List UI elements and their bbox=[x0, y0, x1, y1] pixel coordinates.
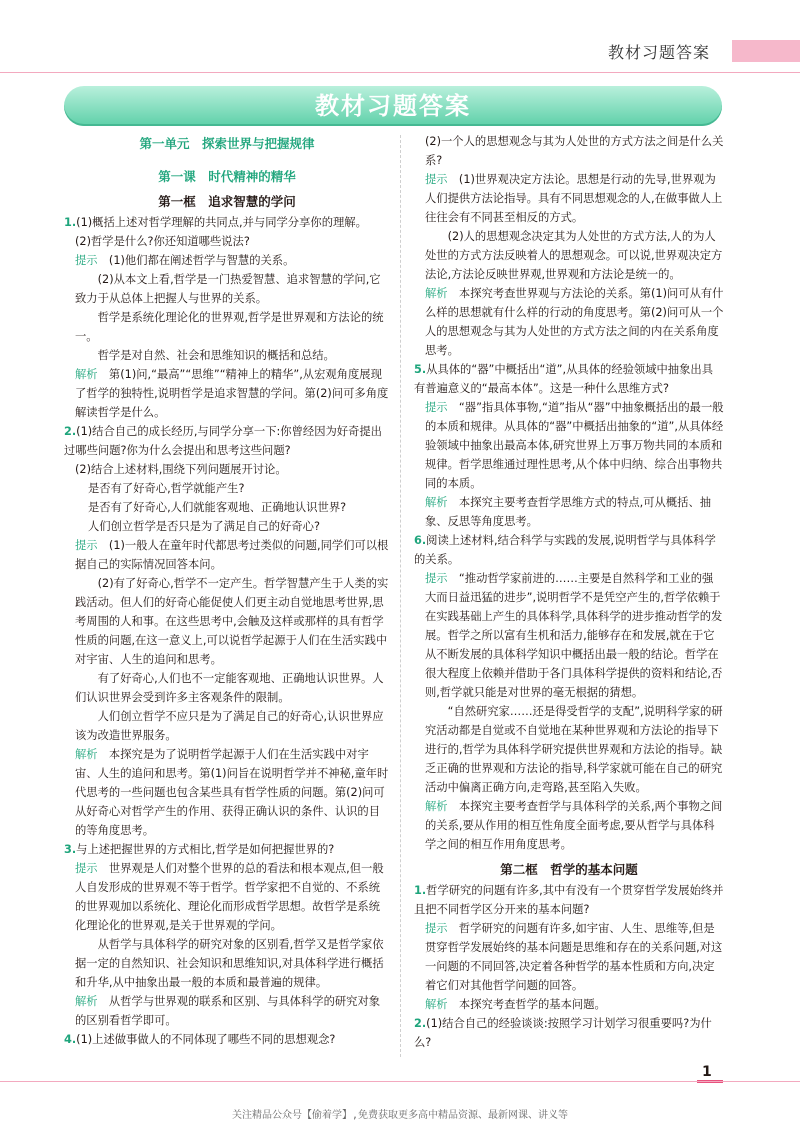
question-text: (2)结合上述材料,围绕下列问题展开讨论。 bbox=[75, 463, 287, 476]
hint-label: 提示 bbox=[75, 862, 98, 875]
hint bbox=[414, 398, 724, 493]
hint-label: 提示 bbox=[75, 539, 98, 552]
analysis-label: 解析 bbox=[75, 748, 98, 761]
question-text: 是否有了好奇心,人们就能客观地、正确地认识世界? bbox=[88, 501, 347, 514]
header-divider bbox=[0, 72, 800, 73]
analysis-text: 本探究主要考查哲学与具体科学的关系,两个事物之间的关系,要从作用的相互性角度全面考虑,要从哲学与具体科学之间的相互作用角度思考。 bbox=[425, 800, 723, 851]
hint-text: “器”指具体事物,“道”指从“器”中抽象概括出的最一般的本质和规律。从具体的“器”中概括出抽象的“道”,从具体经验领域中抽象出最高本体,研究世界上万事万物共同的本质和规律。哲学思维通过理性思考,从个体中归纳、综合出事物共同的本质。 bbox=[425, 401, 724, 490]
hint bbox=[64, 536, 390, 574]
question-number: 1. bbox=[64, 216, 77, 229]
right-column bbox=[414, 132, 724, 1052]
analysis-text: 第(1)问,“最高”“思维”“精神上的精华”,从宏观角度展现了哲学的独特性,说明哲学是追求智慧的学问。第(2)问可多角度解读哲学是什么。 bbox=[75, 368, 389, 419]
question-4 bbox=[64, 1030, 390, 1049]
analysis bbox=[64, 365, 390, 422]
left-column bbox=[64, 132, 390, 1049]
hint-text: (1)他们都在阐述哲学与智慧的关系。 bbox=[108, 254, 295, 267]
question-3 bbox=[64, 840, 390, 859]
page-number: 1 bbox=[702, 1064, 712, 1080]
hint-text: (2)从本文上看,哲学是一门热爱智慧、追求智慧的学问,它致力于从总体上把握人与世界的关系。 bbox=[75, 273, 381, 305]
question-text: (1)概括上述对哲学理解的共同点,并与同学分享你的理解。 bbox=[76, 216, 367, 229]
question-number: 5. bbox=[414, 363, 427, 376]
hint-text: (2)人的思想观念决定其为人处世的方式方法,人的为人处世的方式方法反映着人的思想观念。可以说,世界观决定方法论,方法论反映世界观,世界观和方法论是统一的。 bbox=[425, 230, 723, 281]
question-text: 与上述把握世界的方式相比,哲学是如何把握世界的? bbox=[76, 843, 335, 856]
analysis bbox=[414, 284, 724, 360]
hint-label: 提示 bbox=[75, 254, 98, 267]
question-number: 1. bbox=[414, 884, 427, 897]
analysis bbox=[64, 745, 390, 840]
analysis bbox=[414, 493, 724, 531]
question-text: 哲学研究的问题有许多,其中有没有一个贯穿哲学发展始终并且把不同哲学区分开来的基本问题? bbox=[414, 884, 724, 916]
question-text: (1)上述做事做人的不同体现了哪些不同的思想观念? bbox=[76, 1033, 336, 1046]
column-divider bbox=[400, 135, 401, 1057]
question-5 bbox=[414, 360, 724, 398]
hint-label: 提示 bbox=[425, 401, 448, 414]
question-text: 从具体的“器”中概括出“道”,从具体的经验领域中抽象出具有普遍意义的“最高本体”。这是一种什么思维方式? bbox=[414, 363, 713, 395]
analysis-label: 解析 bbox=[425, 998, 448, 1011]
hint-text: (1)世界观决定方法论。思想是行动的先导,世界观为人们提供方法论指导。具有不同思想观念的人,在做事做人上往往会有不同甚至相反的方式。 bbox=[425, 173, 723, 224]
analysis-text: 本探究考查哲学的基本问题。 bbox=[458, 998, 606, 1011]
question-text: (2)一个人的思想观念与其为人处世的方式方法之间是什么关系? bbox=[425, 135, 724, 167]
analysis bbox=[414, 995, 724, 1014]
hint-text: 哲学是对自然、社会和思维知识的概括和总结。 bbox=[97, 349, 335, 362]
footer-divider bbox=[0, 1081, 800, 1082]
hint-text: (2)有了好奇心,哲学不一定产生。哲学智慧产生于人类的实践活动。但人们的好奇心能促使人们更主动自觉地思考世界,思考周围的人和事。在这些思考中,会触及这样或那样的具有哲学性质的问题,在这一意义上,可以说哲学起源于人们在生活实践中对宇宙、人生的追问和思考。 bbox=[75, 577, 389, 666]
analysis-text: 本探究考查世界观与方法论的关系。第(1)问可从有什么样的思想就有什么样的行动的角度思考。第(2)问可从一个人的思想观念与其为人处世的方式方法之间的内在关系角度思考。 bbox=[425, 287, 724, 357]
section-banner: 教材习题答案 bbox=[64, 86, 722, 126]
analysis-text: 本探究主要考查哲学思维方式的特点,可从概括、抽象、反思等角度思考。 bbox=[425, 496, 712, 528]
question-text: (1)结合自己的成长经历,与同学分享一下:你曾经因为好奇提出过哪些问题?你为什么会提出和思考这些问题? bbox=[64, 425, 382, 457]
hint bbox=[64, 251, 390, 270]
analysis-label: 解析 bbox=[425, 800, 448, 813]
hint-text: 世界观是人们对整个世界的总的看法和根本观点,但一般人自发形成的世界观不等于哲学。哲学家把不自觉的、不系统的世界观加以系统化、理论化而形成哲学思想。故哲学是系统化理论化的世界观,是关于世界观的学问。 bbox=[75, 862, 384, 932]
frame-title-1: 第一框 追求智慧的学问 bbox=[158, 194, 296, 209]
question-text: 阅读上述材料,结合科学与实践的发展,说明哲学与具体科学的关系。 bbox=[414, 534, 716, 566]
question-text: 是否有了好奇心,哲学就能产生? bbox=[88, 482, 245, 495]
unit-title: 第一单元 探索世界与把握规律 bbox=[139, 136, 315, 151]
header-title: 教材习题答案 bbox=[607, 43, 710, 62]
question-number: 3. bbox=[64, 843, 77, 856]
question-number: 6. bbox=[414, 534, 427, 547]
lesson-title: 第一课 时代精神的精华 bbox=[158, 169, 296, 184]
analysis-text: 本探究是为了说明哲学起源于人们在生活实践中对宇宙、人生的追问和思考。第(1)问旨在说明哲学并不神秘,童年时代思考的一些问题也包含某些具有哲学性质的问题。第(2)问可从好奇心对哲学产生的作用、获得正确认识的条件、认识的目的等角度思考。 bbox=[75, 748, 389, 837]
question-2 bbox=[64, 422, 390, 460]
analysis-label: 解析 bbox=[75, 995, 98, 1008]
question-text: (1)结合自己的经验谈谈:按照学习计划学习很重要吗?为什么? bbox=[414, 1017, 712, 1049]
hint-label: 提示 bbox=[425, 173, 448, 186]
question-number: 2. bbox=[414, 1017, 427, 1030]
hint bbox=[414, 569, 724, 702]
hint-text: “自然研究家……还是得受哲学的支配”,说明科学家的研究活动都是自觉或不自觉地在某种世界观和方法论的指导下进行的,哲学为具体科学研究提供世界观和方法论的指导。缺乏正确的世界观和方法论的指导,科学家就可能在自己的研究活动中偏离正确方向,走弯路,甚至陷入失败。 bbox=[425, 705, 723, 794]
question-text: (2)哲学是什么?你还知道哪些说法? bbox=[75, 235, 250, 248]
footer-note: 关注精品公众号【偷着学】,免费获取更多高中精品资源、最新网课、讲义等 bbox=[231, 1110, 569, 1121]
hint-label: 提示 bbox=[425, 922, 448, 935]
frame-title-2: 第二框 哲学的基本问题 bbox=[500, 862, 638, 877]
hint-text: 哲学研究的问题有许多,如宇宙、人生、思维等,但是贯穿哲学发展始终的基本问题是思维和存在的关系问题,对这一问题的不同回答,决定着各种哲学的基本性质和方向,决定着它们对其他哲学问题的回答。 bbox=[425, 922, 723, 992]
hint bbox=[414, 170, 724, 227]
question-number: 2. bbox=[64, 425, 77, 438]
hint-label: 提示 bbox=[425, 572, 448, 585]
hint bbox=[414, 919, 724, 995]
analysis bbox=[64, 992, 390, 1030]
question-text: 人们创立哲学是否只是为了满足自己的好奇心? bbox=[88, 520, 320, 533]
question-6 bbox=[414, 531, 724, 569]
hint bbox=[64, 859, 390, 935]
analysis-label: 解析 bbox=[425, 496, 448, 509]
hint-text: 哲学是系统化理论化的世界观,哲学是世界观和方法论的统一。 bbox=[75, 311, 384, 343]
analysis-label: 解析 bbox=[75, 368, 98, 381]
question-number: 4. bbox=[64, 1033, 77, 1046]
frame2-question-2 bbox=[414, 1014, 724, 1052]
hint-text: 从哲学与具体科学的研究对象的区别看,哲学又是哲学家依据一定的自然知识、社会知识和思维知识,对具体科学进行概括和升华,从中抽象出最一般的本质和最普遍的规律。 bbox=[75, 938, 384, 989]
header-tab bbox=[732, 40, 800, 62]
hint-text: 人们创立哲学不应只是为了满足自己的好奇心,认识世界应该为改造世界服务。 bbox=[75, 710, 384, 742]
analysis-label: 解析 bbox=[425, 287, 448, 300]
analysis-text: 从哲学与世界观的联系和区别、与具体科学的研究对象的区别看哲学即可。 bbox=[75, 995, 381, 1027]
analysis bbox=[414, 797, 724, 854]
question-1 bbox=[64, 213, 390, 232]
frame2-question-1 bbox=[414, 881, 724, 919]
hint-text: 有了好奇心,人们也不一定能客观地、正确地认识世界。人们认识世界会受到许多主客观条件的限制。 bbox=[75, 672, 384, 704]
hint-text: (1)一般人在童年时代都思考过类似的问题,同学们可以根据自己的实际情况回答本问。 bbox=[75, 539, 389, 571]
hint-text: “推动哲学家前进的……主要是自然科学和工业的强大而日益迅猛的进步”,说明哲学不是凭空产生的,哲学依赖于在实践基础上产生的具体科学,具体科学的进步推动哲学的发展。哲学之所以富有生机和活力,能够存在和发展,就在于它从不断发展的具体科学知识中概括出最一般的结论。哲学在很大程度上依赖并借助于各门具体科学提供的资料和结论,否则,哲学就只能是对世界的毫无根据的猜想。 bbox=[425, 572, 723, 699]
